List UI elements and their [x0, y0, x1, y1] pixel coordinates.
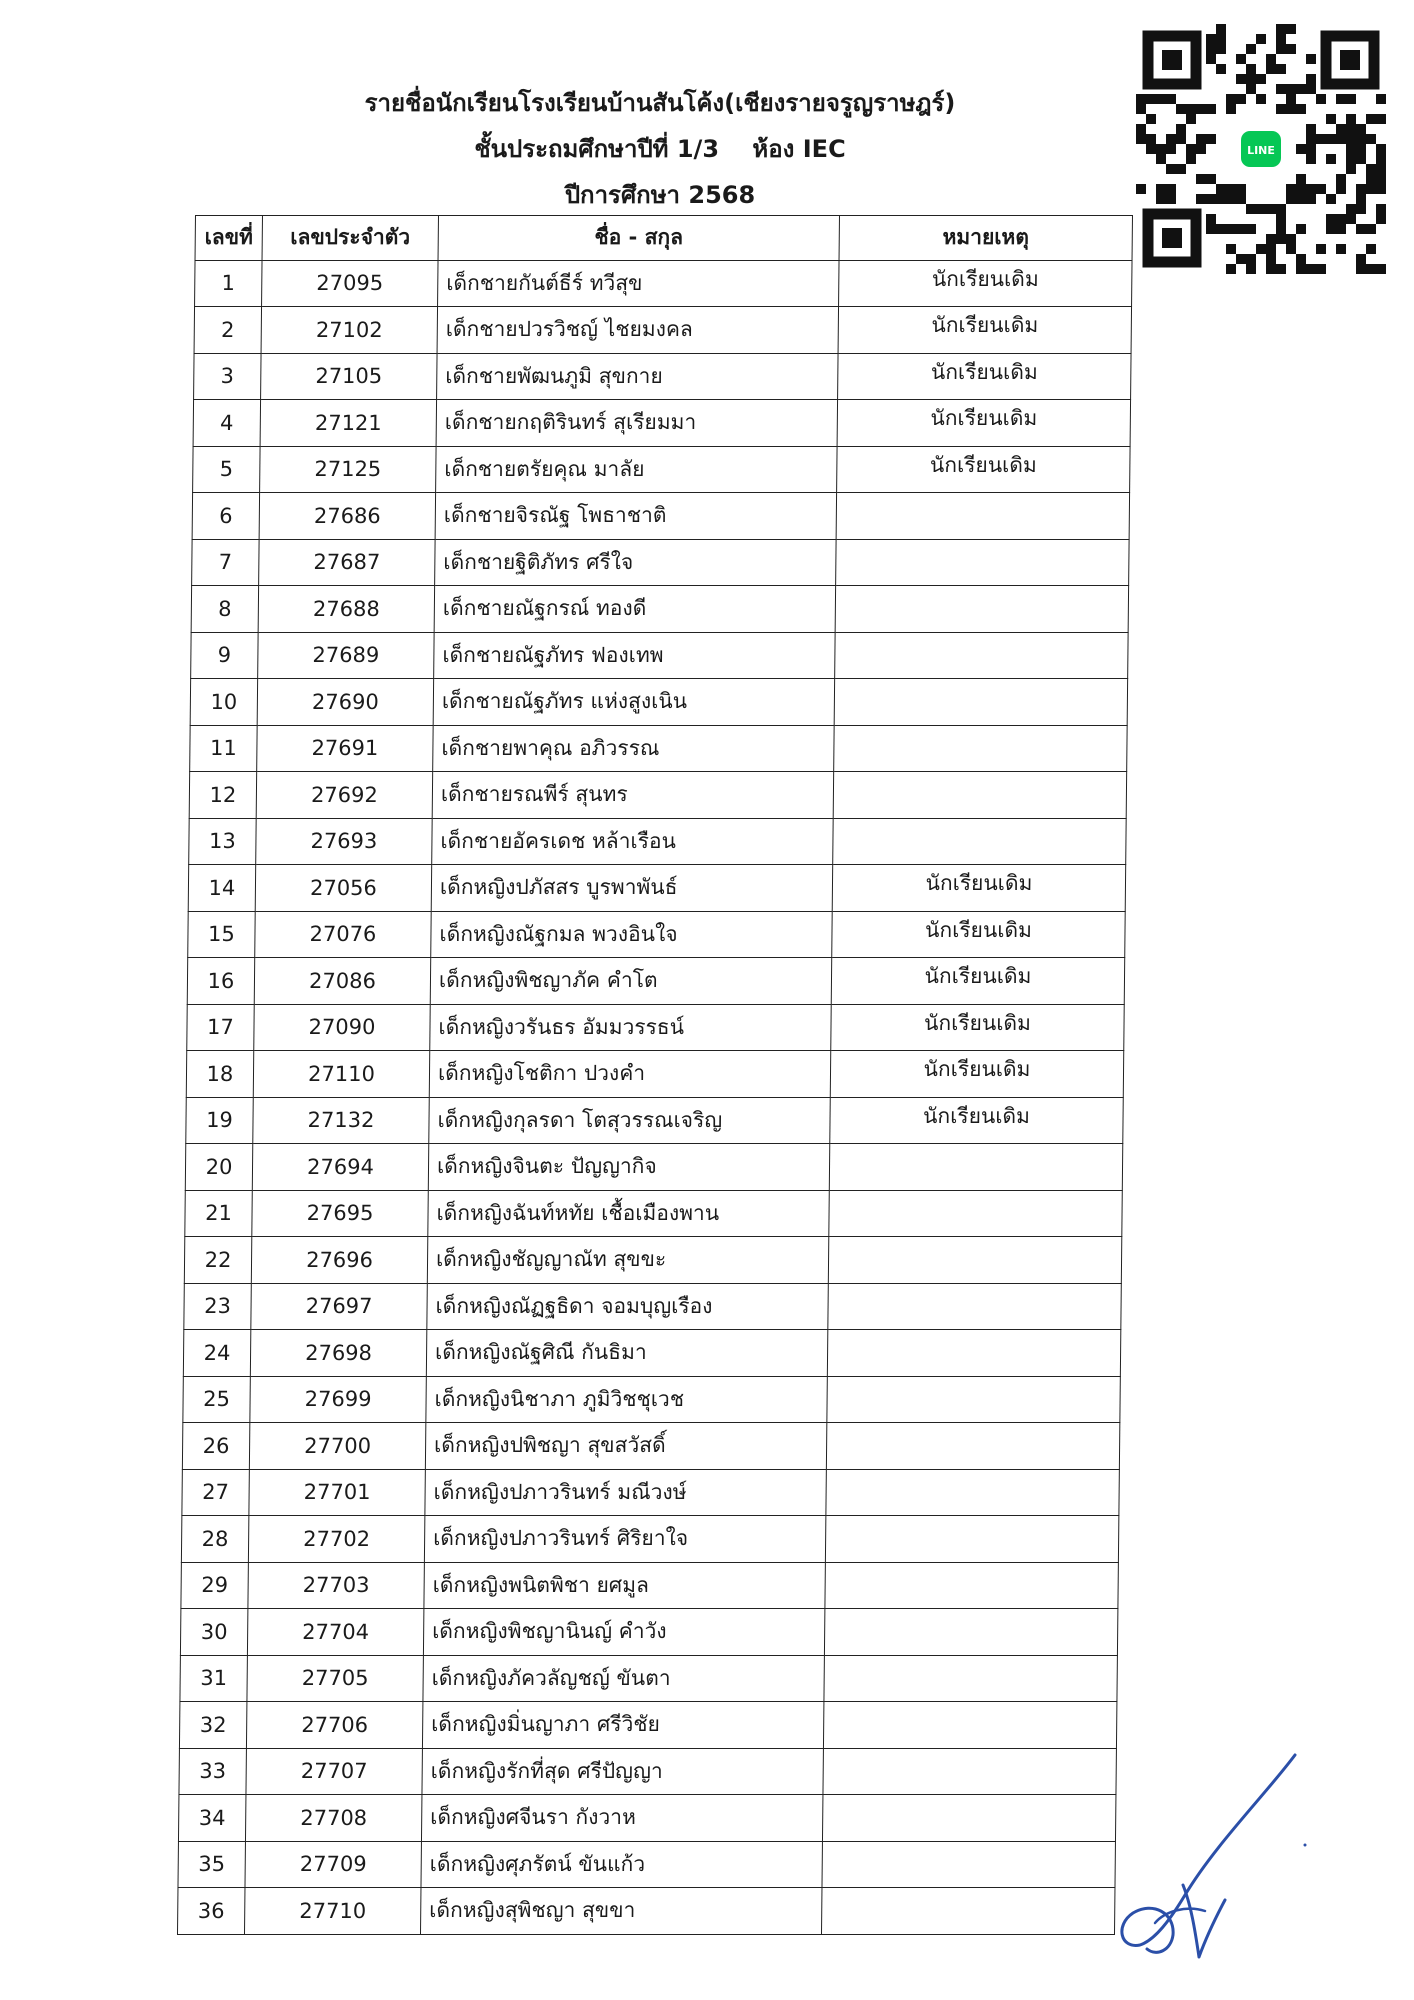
table-row	[192, 493, 1129, 540]
remark	[834, 679, 1127, 726]
student-name: เด็กหญิงกุลรดา โตสุวรรณเจริญ	[429, 1097, 830, 1144]
line-logo-icon	[1241, 131, 1281, 167]
student-name: เด็กหญิงมิ่นญาภา ศรีวิชัย	[422, 1702, 823, 1749]
row-number: 12	[189, 772, 256, 819]
student-name: เด็กหญิงศุภรัตน์ ขันแก้ว	[421, 1841, 822, 1888]
student-id: 27090	[254, 1004, 430, 1051]
student-id: 27699	[250, 1376, 426, 1423]
document-header	[200, 80, 1120, 218]
remark: นักเรียนเดิม	[837, 446, 1130, 493]
remark	[826, 1469, 1119, 1516]
student-id: 27707	[246, 1748, 422, 1795]
student-name: เด็กหญิงพิชญาภัค คำโต	[430, 958, 831, 1005]
student-id: 27689	[258, 632, 434, 679]
table-row	[188, 911, 1125, 958]
table-row	[187, 958, 1124, 1005]
remark	[836, 539, 1129, 586]
row-number: 36	[177, 1888, 244, 1935]
remark	[821, 1888, 1114, 1935]
table-row	[190, 679, 1127, 726]
table-row	[187, 1004, 1124, 1051]
student-id: 27710	[244, 1888, 420, 1935]
student-name: เด็กหญิงพิชญานินญ์ คำวัง	[423, 1609, 824, 1656]
student-name: เด็กหญิงฉันท์หทัย เชื้อเมืองพาน	[428, 1190, 829, 1237]
student-name: เด็กหญิงสุพิชญา สุขขา	[420, 1888, 821, 1935]
student-name: เด็กหญิงปภาวรินทร์ มณีวงษ์	[425, 1469, 826, 1516]
student-name: เด็กชายณัฐกรณ์ ทองดี	[434, 586, 835, 633]
student-name: เด็กหญิงปภาวรินทร์ ศิริยาใจ	[424, 1516, 825, 1563]
student-id: 27102	[261, 307, 437, 354]
row-number: 1	[195, 260, 262, 307]
remark: นักเรียนเดิม	[832, 865, 1125, 912]
remark: นักเรียนเดิม	[830, 1097, 1123, 1144]
row-number: 32	[179, 1702, 246, 1749]
student-id: 27709	[245, 1841, 421, 1888]
remark	[834, 725, 1127, 772]
student-id: 27700	[249, 1423, 425, 1470]
table-row	[189, 818, 1126, 865]
student-id: 27691	[257, 725, 433, 772]
student-name: เด็กชายณัฐภัทร แห่งสูงเนิน	[433, 679, 834, 726]
row-number: 14	[188, 865, 255, 912]
table-row	[190, 725, 1127, 772]
row-number: 30	[180, 1609, 247, 1656]
row-number: 6	[192, 493, 259, 540]
remark	[824, 1609, 1117, 1656]
student-id: 27121	[260, 400, 436, 447]
table-row	[195, 260, 1132, 307]
table-row	[182, 1423, 1119, 1470]
row-number: 17	[187, 1004, 254, 1051]
table-header-row	[195, 216, 1132, 261]
student-id: 27706	[246, 1702, 422, 1749]
student-id: 27132	[253, 1097, 429, 1144]
student-name: เด็กชายรณพีร์ สุนทร	[432, 772, 833, 819]
row-number: 22	[184, 1237, 251, 1284]
row-number: 27	[182, 1469, 249, 1516]
table-row	[194, 353, 1131, 400]
student-id: 27698	[250, 1330, 426, 1377]
student-id: 27694	[252, 1144, 428, 1191]
student-name: เด็กชายอัครเดช หล้าเรือน	[432, 818, 833, 865]
remark	[829, 1144, 1122, 1191]
column-header-number: เลขที่	[195, 216, 262, 261]
table-row	[178, 1795, 1115, 1842]
student-id: 27695	[252, 1190, 428, 1237]
student-name: เด็กหญิงจินตะ ปัญญากิจ	[428, 1144, 829, 1191]
row-number: 31	[180, 1655, 247, 1702]
student-name: เด็กหญิงนิชาภา ภูมิวิชชุเวช	[426, 1376, 827, 1423]
remark	[828, 1283, 1121, 1330]
remark: นักเรียนเดิม	[831, 958, 1124, 1005]
table-row	[188, 865, 1125, 912]
year-line: ปีการศึกษา 2568	[564, 181, 756, 209]
remark	[826, 1423, 1119, 1470]
table-row	[184, 1283, 1121, 1330]
table-row	[192, 539, 1129, 586]
row-number: 13	[189, 818, 256, 865]
table-row	[186, 1051, 1123, 1098]
table-row	[194, 307, 1131, 354]
table-row	[193, 446, 1130, 493]
table-row	[180, 1609, 1117, 1656]
student-name: เด็กชายพัฒนภูมิ สุขกาย	[437, 353, 838, 400]
remark: นักเรียนเดิม	[837, 400, 1130, 447]
class-line: ชั้นประถมศึกษาปีที่ 1/3 ห้อง IEC	[474, 135, 846, 163]
row-number: 11	[190, 725, 257, 772]
remark	[825, 1562, 1118, 1609]
row-number: 24	[183, 1330, 250, 1377]
student-id: 27696	[251, 1237, 427, 1284]
row-number: 10	[190, 679, 257, 726]
student-name: เด็กหญิงณัฏฐธิดา จอมบุญเรือง	[427, 1283, 828, 1330]
row-number: 4	[193, 400, 260, 447]
remark: นักเรียนเดิม	[832, 911, 1125, 958]
student-name: เด็กหญิงพนิตพิชา ยศมูล	[424, 1562, 825, 1609]
student-id: 27697	[251, 1283, 427, 1330]
remark	[822, 1841, 1115, 1888]
row-number: 9	[191, 632, 258, 679]
student-name: เด็กหญิงศจีนรา กังวาห	[421, 1795, 822, 1842]
student-id: 27701	[249, 1469, 425, 1516]
student-name: เด็กหญิงภัควลัญชญ์ ขันตา	[423, 1655, 824, 1702]
student-id: 27076	[255, 911, 431, 958]
student-id: 27708	[245, 1795, 421, 1842]
student-id: 27704	[247, 1609, 423, 1656]
student-name: เด็กชายจิรณัฐ โพธาชาติ	[435, 493, 836, 540]
column-header-remark: หมายเหตุ	[839, 216, 1132, 261]
student-id: 27105	[261, 353, 437, 400]
row-number: 3	[194, 353, 261, 400]
student-id: 27693	[256, 818, 432, 865]
table-row	[186, 1097, 1123, 1144]
student-name: เด็กชายตรัยคุณ มาลัย	[436, 446, 837, 493]
table-row	[193, 400, 1130, 447]
student-id: 27702	[248, 1516, 424, 1563]
student-name: เด็กชายฐิติภัทร ศรีใจ	[435, 539, 836, 586]
table-row	[181, 1562, 1118, 1609]
row-number: 21	[185, 1190, 252, 1237]
row-number: 25	[183, 1376, 250, 1423]
row-number: 23	[184, 1283, 251, 1330]
table-row	[178, 1841, 1115, 1888]
student-name: เด็กหญิงปภัสสร บูรพาพันธ์	[431, 865, 832, 912]
row-number: 33	[179, 1748, 246, 1795]
student-name: เด็กชายปวรวิชญ์ ไชยมงคล	[437, 307, 838, 354]
student-id: 27705	[247, 1655, 423, 1702]
table-row	[191, 632, 1128, 679]
remark	[824, 1655, 1117, 1702]
student-name: เด็กหญิงชัญญาณัท สุขขะ	[427, 1237, 828, 1284]
remark: นักเรียนเดิม	[831, 1004, 1124, 1051]
student-id: 27690	[257, 679, 433, 726]
student-name: เด็กชายณัฐภัทร ฟองเทพ	[434, 632, 835, 679]
remark: นักเรียนเดิม	[830, 1051, 1123, 1098]
student-id: 27686	[259, 493, 435, 540]
student-name: เด็กหญิงโชติกา ปวงคำ	[429, 1051, 830, 1098]
table-row	[179, 1702, 1116, 1749]
table-row	[181, 1516, 1118, 1563]
row-number: 5	[193, 446, 260, 493]
table-row	[185, 1190, 1122, 1237]
remark	[835, 586, 1128, 633]
remark	[823, 1748, 1116, 1795]
student-id: 27692	[256, 772, 432, 819]
student-id: 27056	[255, 865, 431, 912]
row-number: 29	[181, 1562, 248, 1609]
table-row	[182, 1469, 1119, 1516]
student-name: เด็กหญิงวรันธร อัมมวรรธน์	[430, 1004, 831, 1051]
student-name: เด็กหญิงรักที่สุด ศรีปัญญา	[422, 1748, 823, 1795]
remark	[835, 632, 1128, 679]
row-number: 34	[178, 1795, 245, 1842]
student-name: เด็กชายกฤติรินทร์ สุเรียมมา	[436, 400, 837, 447]
student-id: 27110	[253, 1051, 429, 1098]
remark	[823, 1702, 1116, 1749]
remark	[827, 1376, 1120, 1423]
remark	[828, 1237, 1121, 1284]
table-row	[184, 1237, 1121, 1284]
line-qr-code-icon[interactable]	[1136, 24, 1386, 274]
table-row	[180, 1655, 1117, 1702]
table-row	[183, 1330, 1120, 1377]
line-badge-text: LINE	[1247, 144, 1275, 157]
column-header-student-id: เลขประจำตัว	[262, 216, 438, 261]
remark	[833, 818, 1126, 865]
row-number: 2	[194, 307, 261, 354]
column-header-name: ชื่อ - สกุล	[438, 216, 839, 261]
remark	[822, 1795, 1115, 1842]
remark: นักเรียนเดิม	[838, 353, 1131, 400]
remark	[836, 493, 1129, 540]
student-id: 27688	[258, 586, 434, 633]
row-number: 19	[186, 1097, 253, 1144]
table-row	[183, 1376, 1120, 1423]
remark	[825, 1516, 1118, 1563]
row-number: 35	[178, 1841, 245, 1888]
student-name: เด็กหญิงปพิชญา สุขสวัสดิ์	[425, 1423, 826, 1470]
student-roster-table	[177, 215, 1133, 1935]
student-name: เด็กชายกันต์ธีร์ ทวีสุข	[438, 260, 839, 307]
row-number: 18	[186, 1051, 253, 1098]
student-id: 27703	[248, 1562, 424, 1609]
student-id: 27095	[262, 260, 438, 307]
student-id: 27086	[254, 958, 430, 1005]
remark	[827, 1330, 1120, 1377]
table-row	[177, 1888, 1114, 1935]
table-row	[191, 586, 1128, 633]
student-name: เด็กหญิงณัฐศิณี กันธิมา	[426, 1330, 827, 1377]
row-number: 28	[181, 1516, 248, 1563]
row-number: 26	[182, 1423, 249, 1470]
remark: นักเรียนเดิม	[839, 260, 1132, 307]
remark	[833, 772, 1126, 819]
student-name: เด็กหญิงณัฐกมล พวงอินใจ	[431, 911, 832, 958]
remark	[829, 1190, 1122, 1237]
row-number: 16	[187, 958, 254, 1005]
handwritten-signature	[1095, 1735, 1315, 1965]
row-number: 8	[191, 586, 258, 633]
table-row	[189, 772, 1126, 819]
row-number: 20	[185, 1144, 252, 1191]
row-number: 15	[188, 911, 255, 958]
student-id: 27687	[259, 539, 435, 586]
student-id: 27125	[260, 446, 436, 493]
row-number: 7	[192, 539, 259, 586]
document-title: รายชื่อนักเรียนโรงเรียนบ้านสันโค้ง(เชียงรายจรูญราษฎร์)	[364, 89, 956, 117]
remark: นักเรียนเดิม	[838, 307, 1131, 354]
student-name: เด็กชายพาคุณ อภิวรรณ	[433, 725, 834, 772]
table-row	[179, 1748, 1116, 1795]
table-row	[185, 1144, 1122, 1191]
